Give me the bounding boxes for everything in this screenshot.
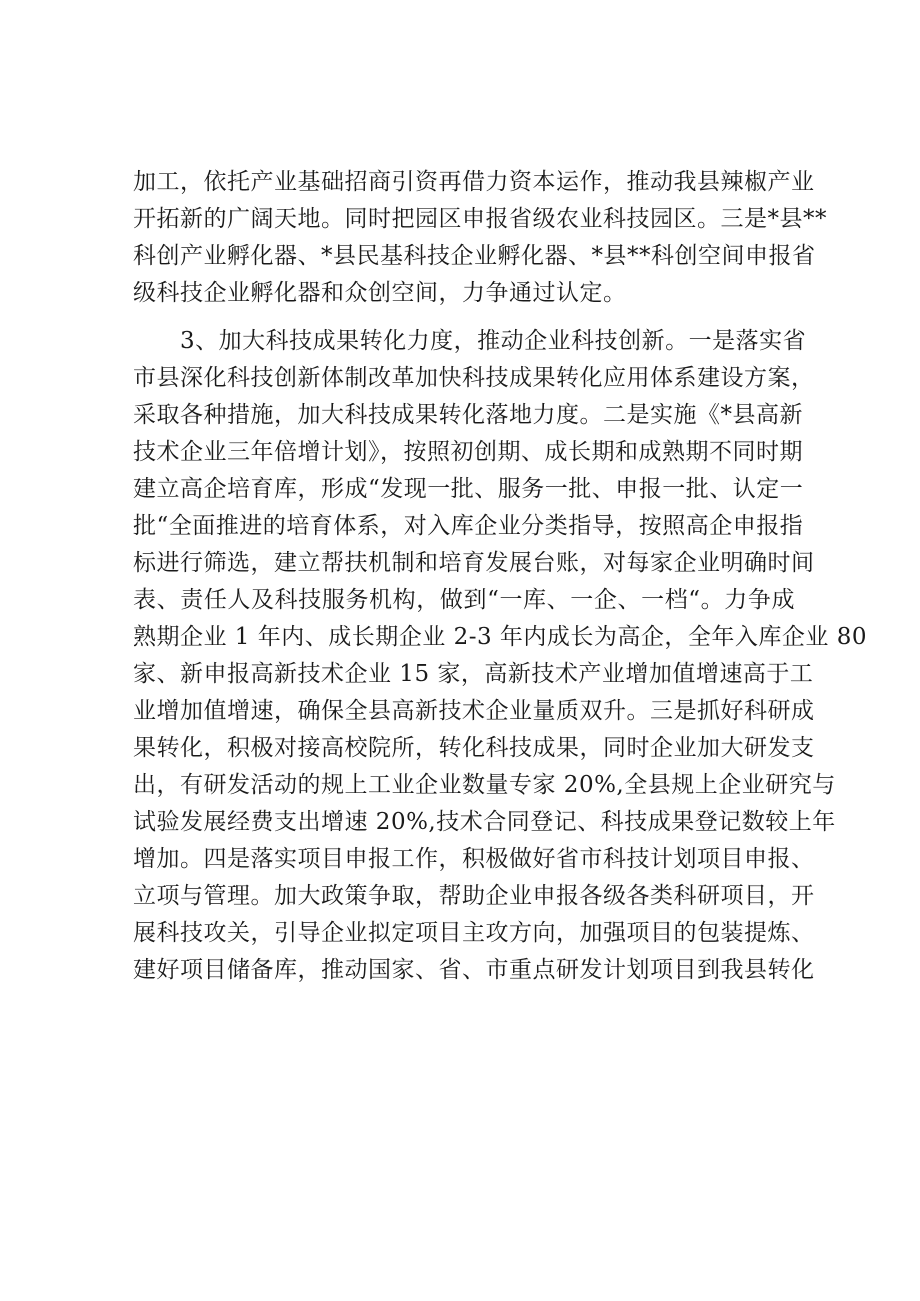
text-line: 采取各种措施，加大科技成果转化落地力度。二是实施《*县高新 (133, 402, 803, 428)
text-line: 市县深化科技创新体制改革加快科技成果转化应用体系建设方案， (133, 365, 815, 391)
text-line: 试验发展经费支出增速 20%,技术合同登记、科技成果登记数较上年 (133, 809, 836, 835)
text-line: 批“全面推进的培育体系，对入库企业分类指导，按照高企申报指 (133, 513, 804, 539)
text-line: 技术企业三年倍增计划》，按照初创期、成长期和成熟期不同时期 (133, 439, 803, 465)
text-line: 标进行筛选，建立帮扶机制和培育发展台账，对每家企业明确时间 (133, 550, 815, 576)
text-line: 3、加大科技成果转化力度，推动企业科技创新。一是落实省 (180, 328, 807, 354)
text-line: 开拓新的广阔天地。同时把园区申报省级农业科技园区。三是*县** (133, 206, 827, 232)
text-line: 增加。四是落实项目申报工作，积极做好省市科技计划项目申报、 (133, 846, 815, 872)
text-line: 级科技企业孵化器和众创空间，力争通过认定。 (133, 280, 627, 306)
text-line: 业增加值增速，确保全县高新技术企业量质双升。三是抓好科研成 (133, 698, 815, 724)
text-line: 科创产业孵化器、*县民基科技企业孵化器、*县**科创空间申报省 (133, 243, 816, 269)
text-line: 熟期企业 1 年内、成长期企业 2-3 年内成长为高企，全年入库企业 80 (133, 624, 867, 650)
text-line: 建好项目储备库，推动国家、省、市重点研发计划项目到我县转化 (133, 957, 815, 983)
text-line: 建立高企培育库，形成“发现一批、服务一批、申报一批、认定一 (133, 476, 804, 502)
text-line: 展科技攻关，引导企业拟定项目主攻方向，加强项目的包装提炼、 (133, 920, 815, 946)
text-line: 加工，依托产业基础招商引资再借力资本运作，推动我县辣椒产业 (133, 169, 815, 195)
text-line: 出，有研发活动的规上工业企业数量专家 20%,全县规上企业研究与 (133, 772, 836, 798)
text-line: 果转化，积极对接高校院所，转化科技成果，同时企业加大研发支 (133, 735, 815, 761)
text-line: 家、新申报高新技术企业 15 家，高新技术产业增加值增速高于工 (133, 661, 814, 687)
text-line: 表、责任人及科技服务机构，做到“一库、一企、一档“。力争成 (133, 587, 795, 613)
text-line: 立项与管理。加大政策争取，帮助企业申报各级各类科研项目，开 (133, 883, 815, 909)
